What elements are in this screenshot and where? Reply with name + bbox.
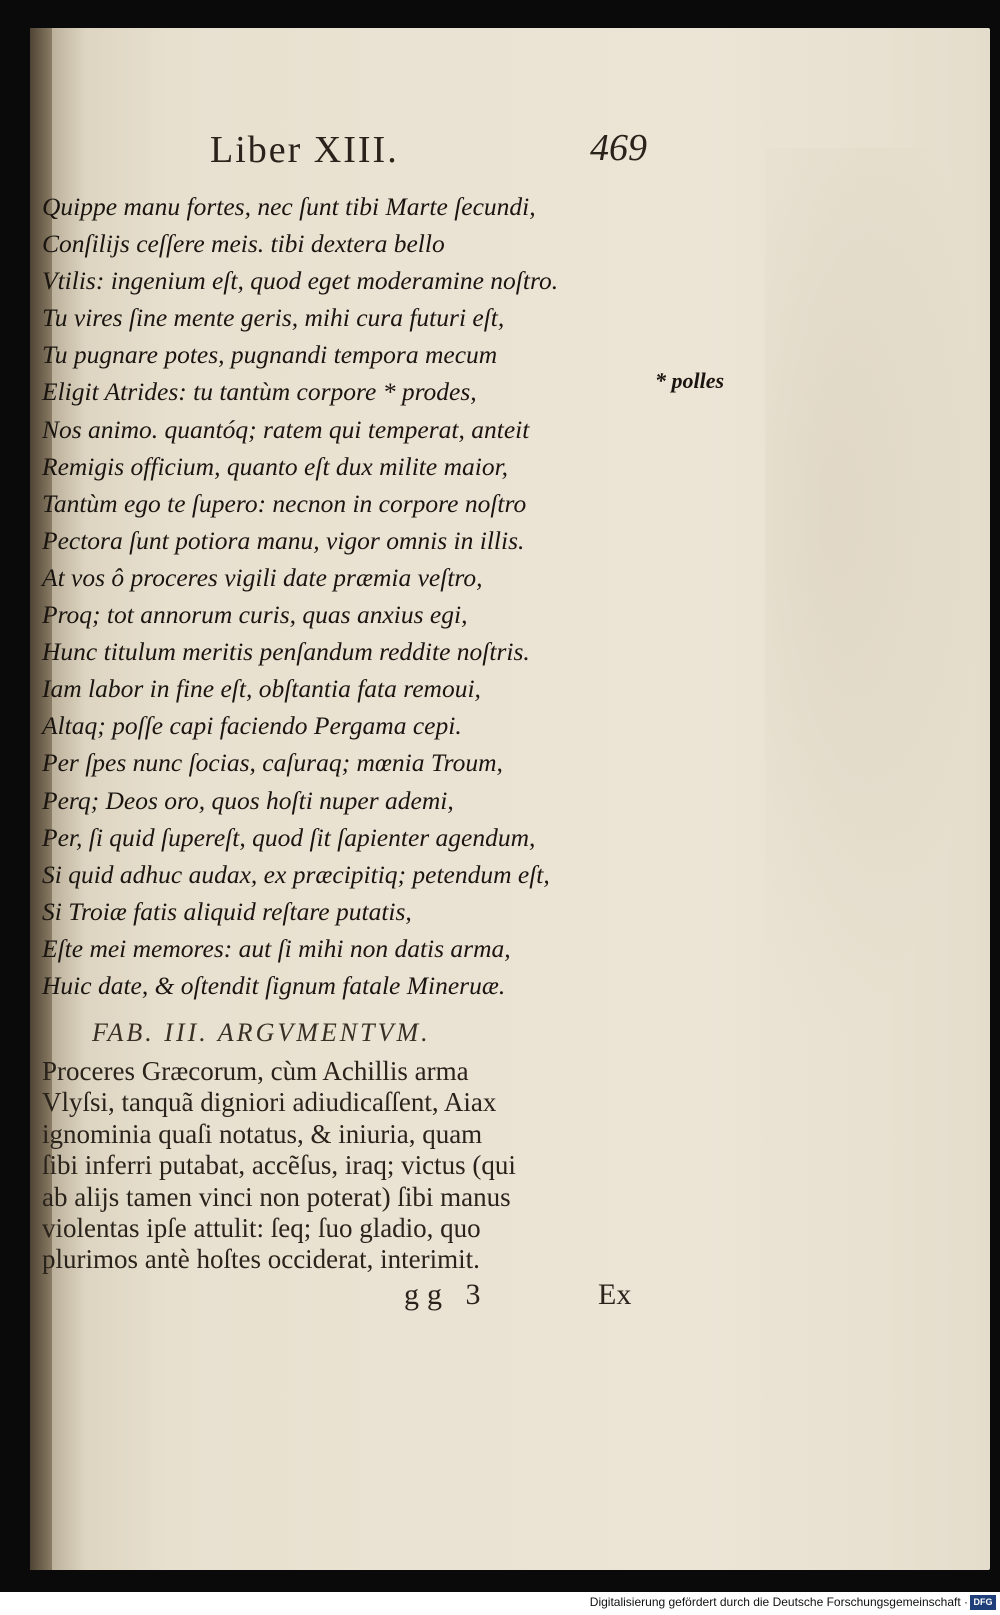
verse-line: Conſilijs ceſſere meis. tibi dextera bello — [42, 229, 445, 259]
running-title: Liber XIII. — [210, 129, 399, 171]
funding-credit: Digitalisierung gefördert durch die Deutsche Forschungsgemeinschaft · — [589, 1595, 968, 1609]
verse-line: Tu pugnare potes, pugnandi tempora mecum — [42, 340, 498, 370]
verse-line: Si Troiæ fatis aliquid reſtare putatis, — [42, 896, 412, 926]
verse-line: Quippe manu fortes, nec ſunt tibi Marte ſecundi, — [42, 192, 536, 221]
verse-block — [42, 188, 762, 1004]
verse-line: Huic date, & oſtendit ſignum fatale Mineruæ. — [42, 970, 506, 1000]
argument-line: ſibi inferri putabat, accẽſus, iraq; victus (qui — [42, 1150, 516, 1181]
argument-heading: FAB. III. ARGVMENTVM. — [92, 1018, 431, 1047]
argument-line: plurimos antè hoſtes occiderat, interimit. — [42, 1244, 480, 1275]
argument-line: Proceres Græcorum, cùm Achillis arma — [42, 1056, 469, 1086]
verse-line: Vtilis: ingenium eſt, quod eget moderamine noſtro. — [42, 266, 559, 296]
footer-bar — [0, 1592, 1000, 1615]
verse-line: Hunc titulum meritis penſandum reddite noſtris. — [42, 637, 530, 667]
verse-line: Si quid adhuc audax, ex præcipitiq; petendum eſt, — [42, 859, 550, 889]
verse-line: Nos animo. quantóq; ratem qui temperat, anteit — [42, 414, 530, 444]
argument-line: ignominia quaſi notatus, & iniuria, quam — [42, 1118, 483, 1149]
argument-paragraph — [42, 1056, 682, 1276]
argument-line: violentas ipſe attulit: ſeq; ſuo gladio, quo — [42, 1212, 481, 1243]
verse-line: Tantùm ego te ſupero: necnon in corpore noſtro — [42, 488, 527, 518]
argument-line: Vlyſsi, tanquã digniori adiudicaſſent, Aiax — [42, 1087, 497, 1118]
page-header — [30, 128, 990, 188]
signature-mark: gg 3 — [404, 1278, 489, 1311]
dfg-logo: DFG — [970, 1595, 996, 1610]
page-number: 469 — [590, 127, 647, 169]
verse-line: Perq; Deos oro, quos hoſti nuper ademi, — [42, 785, 454, 815]
verse-line: Proq; tot annorum curis, quas anxius egi, — [42, 600, 468, 630]
verse-line: Tu vires ſine mente geris, mihi cura futuri eſt, — [42, 303, 505, 333]
verse-line: Altaq; poſſe capi faciendo Pergama cepi. — [42, 711, 462, 741]
verse-line: At vos ô proceres vigili date præmia veſtro, — [42, 562, 483, 592]
verse-line: Pectora ſunt potiora manu, vigor omnis in illis. — [42, 525, 525, 555]
book-page — [30, 28, 990, 1570]
verse-line: Per ſpes nunc ſocias, caſuraq; mœnia Troum, — [42, 748, 503, 778]
verse-line: Per, ſi quid ſupereſt, quod ſit ſapienter agendum, — [42, 822, 536, 852]
catchword: Ex — [598, 1278, 632, 1311]
verse-line: Eligit Atrides: tu tantùm corpore * prodes, — [42, 377, 477, 407]
show-through-bleed — [765, 148, 985, 1048]
argument-line: ab alijs tamen vinci non poterat) ſibi manus — [42, 1181, 511, 1212]
verse-line: Eſte mei memores: aut ſi mihi non datis arma, — [42, 933, 511, 963]
verse-line: Iam labor in fine eſt, obſtantia fata remoui, — [42, 674, 481, 704]
verse-line: Remigis officium, quanto eſt dux milite maior, — [42, 451, 509, 481]
marginal-note: * polles — [655, 368, 725, 393]
